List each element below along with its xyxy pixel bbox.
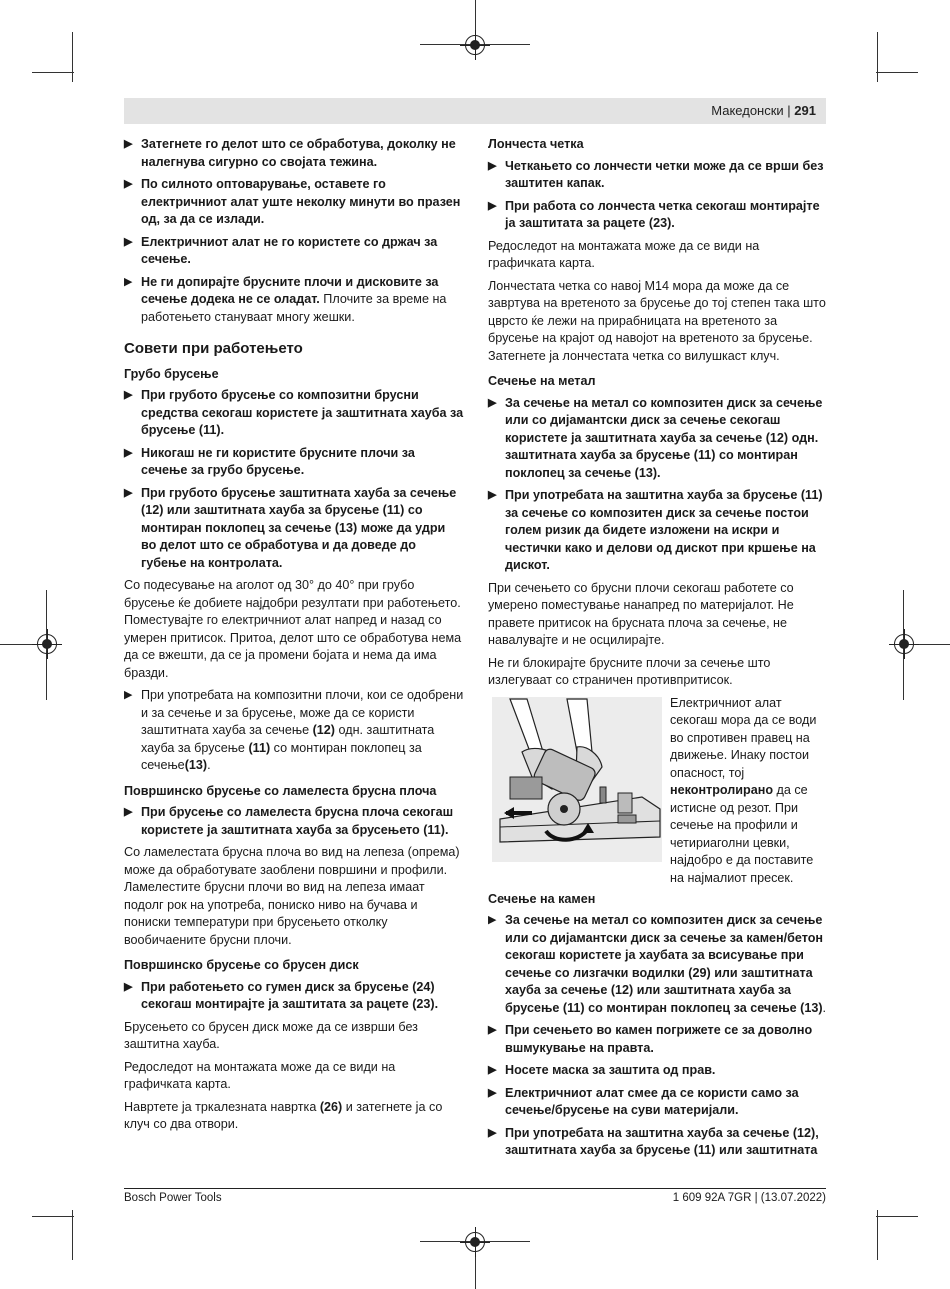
- registration-mark-icon: [894, 634, 914, 654]
- triangle-right-icon: ▶: [488, 914, 497, 926]
- paragraph: Брусењето со брусен диск може да се изврши без заштитна хауба.: [124, 1019, 418, 1051]
- cutting-illustration-svg: [492, 697, 662, 862]
- list-item: ▶ За сечење на метал со композитен диск за сечење или со дијамантски диск за сечење за камен/бетон секогаш користете ја хаубата за всисување при сечење со лизгачки водилки (29) или заштитната хауба за сечење (12) или заштитната хауба за брусење (11) со монтиран поклопец за сечење (13).: [488, 913, 827, 1015]
- list-item: ▶ При грубото брусење заштитната хауба за сечење (12) или заштитната хауба за брусење (11) со монтиран поклопец за сечење (13) може да удри во делот што се обработува и да доведе до губење на контролата.: [124, 485, 457, 570]
- subsection-title: Сечење на камен: [488, 891, 596, 906]
- subsection-title: Сечење на метал: [488, 374, 596, 388]
- list-item: ▶ При употребата на композитни плочи, кои се одобрени и за сечење и за брусење, може да се користи заштитната хауба за сечење (12) одн. заштитната хауба за брусење (11) со монтиран поклопец за сечење(13).: [124, 688, 464, 772]
- figure-caption: Електричниот алат секогаш мора да се води во спротивен правец на движење. Инаку постои опасност, тој неконтролирано да се истисне од резот. При сечење на профили и четириаголни цевки, најдобро е да поставите на најмалиот пресек.: [670, 695, 817, 885]
- list-item: ▶ При брусење со ламелеста брусна плоча секогаш користете ја заштитната хауба за брусењето (11).: [124, 805, 454, 837]
- list-item: ▶ Електричниот алат смее да се користи само за сечење/брусење на суви материјали.: [488, 1085, 799, 1117]
- registration-mark-icon: [465, 35, 485, 55]
- list-item: ▶ При употребата на заштитна хауба за брусење (11) за сечење со композитен диск за сечење постои голем ризик да бидете изложени на искри и честички како и делови од дискот при кршење на дискот.: [488, 488, 823, 572]
- b2-text: По силното оптоварување, оставете го електричниот алат уште неколку минути во празен од, за да се излади.: [141, 177, 461, 226]
- triangle-right-icon: ▶: [124, 689, 133, 701]
- paragraph: Навртете ја тркалезната навртка (26) и затегнете ја со клуч со два отвори.: [124, 1099, 443, 1131]
- list-item: ▶ При грубото брусење со композитни брусни средства секогаш користете ја заштитната хауба за брусење (11).: [124, 388, 464, 437]
- list-item: [124, 176, 464, 229]
- footer-brand: Bosch Power Tools: [124, 1192, 222, 1204]
- list-item: ▶ При употребата на заштитна хауба за сечење (12), заштитната хауба за брусење (11) или заштитната: [488, 1125, 819, 1157]
- triangle-right-icon: ▶: [488, 489, 497, 501]
- triangle-right-icon: ▶: [488, 1086, 497, 1099]
- left-column: [124, 136, 464, 1139]
- list-item: ▶ Затегнете го делот што се обработува, доколку не налегнува сигурно со својата тежина.: [124, 137, 456, 169]
- triangle-right-icon: ▶: [488, 1064, 497, 1076]
- crop-mark: [914, 644, 950, 645]
- triangle-right-icon: ▶: [124, 486, 133, 499]
- right-column: [488, 136, 828, 1165]
- triangle-right-icon: ▶: [124, 389, 133, 401]
- paragraph: Со подесување на аголот од 30° до 40° при грубо брусење ќе добиете најдобри резултати при работењето. Поместувајте го електричниот алат напред и назад со умерен притисок. Притоа, делот што се обработува нема да се вжешти, да се ја промени бојата и нема да има бразди.: [124, 578, 462, 680]
- list-item: ▶ Четкањето со лончести четки може да се врши без заштитен капак.: [488, 158, 824, 190]
- triangle-right-icon: ▶: [124, 446, 133, 459]
- list-item: ▶ При сечењето во камен погрижете се за доволно вшмукување на правта.: [488, 1023, 813, 1055]
- crop-mark: [72, 32, 73, 82]
- header-language: Македонски: [711, 103, 784, 118]
- paragraph: Со ламелестата брусна плоча во вид на лепеза (опрема) може да обработувате заоблени површини и профили. Ламелестите брусни плочи во вид на лепеза имаат подолг рок на употреба, пониско ниво на бучава и пониски температури при брусењето отколку вообичаените брусни плочи.: [124, 845, 460, 947]
- crop-mark: [877, 32, 878, 82]
- paragraph: Редоследот на монтажата може да се види на графичката карта.: [488, 238, 760, 270]
- crop-mark: [877, 1210, 878, 1260]
- subsection-title: Површинско брусење со брусен диск: [124, 958, 359, 972]
- list-item: ▶ За сечење на метал со композитен диск за сечење или со дијамантски диск за сечење секогаш користете ја заштитната хауба за сечење (12) одн. заштитната хауба за брусење (11) со монтиран поклопец за сечење (13).: [488, 395, 823, 480]
- registration-mark-icon: [37, 634, 57, 654]
- triangle-right-icon: ▶: [488, 199, 497, 212]
- subsection-title: Лончеста четка: [488, 137, 584, 151]
- triangle-right-icon: ▶: [124, 138, 133, 150]
- crop-mark: [475, 1253, 476, 1289]
- subsection-title: Површинско брусење со ламелеста брусна плоча: [124, 783, 437, 798]
- crop-mark: [876, 72, 918, 73]
- crop-mark: [876, 1216, 918, 1217]
- paragraph: При сечењето со брусни плочи секогаш работете со умерено поместување нанапред по материјалот. Не правете притисок на брусната плоча за сечење, не навалувајте и не осцилирајте.: [488, 580, 794, 647]
- triangle-right-icon: ▶: [488, 396, 497, 409]
- list-item: ▶ Никогаш не ги користите брусните плочи за сечење за грубо брусење.: [124, 445, 415, 477]
- subsection-title: Грубо брусење: [124, 366, 219, 381]
- page-number: 291: [794, 103, 816, 118]
- crop-mark: [32, 1216, 74, 1217]
- figure-block: [488, 695, 828, 885]
- crop-mark: [0, 644, 36, 645]
- registration-mark-icon: [465, 1232, 485, 1252]
- paragraph: Лончестата четка со навој M14 мора да може да се завртува на вретеното за брусење до тој степен така што цврсто ќе лежи на прирабницата на вретеното за брусење на крајот од навојот на вретеното за брусење. Затегнете ја лончестата четка со вилушкаст клуч.: [488, 278, 826, 363]
- list-item: ▶ При работењето со гумен диск за брусење (24) секогаш монтирајте ја заштитата за рацете (23).: [124, 979, 439, 1011]
- footer-divider: [124, 1188, 826, 1189]
- triangle-right-icon: ▶: [124, 178, 133, 190]
- triangle-right-icon: ▶: [124, 235, 133, 248]
- header-text: Македонски | 291: [711, 103, 816, 118]
- list-item: ▶ При работа со лончеста четка секогаш монтирајте ја заштитата за рацете (23).: [488, 198, 820, 230]
- list-item: ▶ Не ги допирајте брусните плочи и дисковите за сечење додека не се оладат. Плочите за време на работењето стануваат многу жешки.: [124, 274, 447, 324]
- crop-mark: [72, 1210, 73, 1260]
- paragraph: Редоследот на монтажата може да се види на графичката карта.: [124, 1059, 396, 1091]
- section-title: Совети при работењето: [124, 340, 303, 357]
- footer-docid: 1 609 92A 7GR | (13.07.2022): [672, 1192, 826, 1204]
- list-item: ▶ Електричниот алат не го користете со држач за сечење.: [124, 234, 438, 266]
- triangle-right-icon: ▶: [488, 1024, 497, 1036]
- paragraph: Не ги блокирајте брусните плочи за сечење што излегуваат со страничен противпритисок.: [488, 655, 771, 687]
- list-item: ▶ Носете маска за заштита од прав.: [488, 1062, 828, 1080]
- triangle-right-icon: ▶: [488, 159, 497, 172]
- triangle-right-icon: ▶: [124, 275, 133, 288]
- triangle-right-icon: ▶: [488, 1126, 497, 1139]
- triangle-right-icon: ▶: [124, 980, 133, 993]
- page-header: [124, 98, 826, 124]
- crop-mark: [32, 72, 74, 73]
- triangle-right-icon: ▶: [124, 806, 133, 818]
- cutting-illustration: [492, 697, 662, 862]
